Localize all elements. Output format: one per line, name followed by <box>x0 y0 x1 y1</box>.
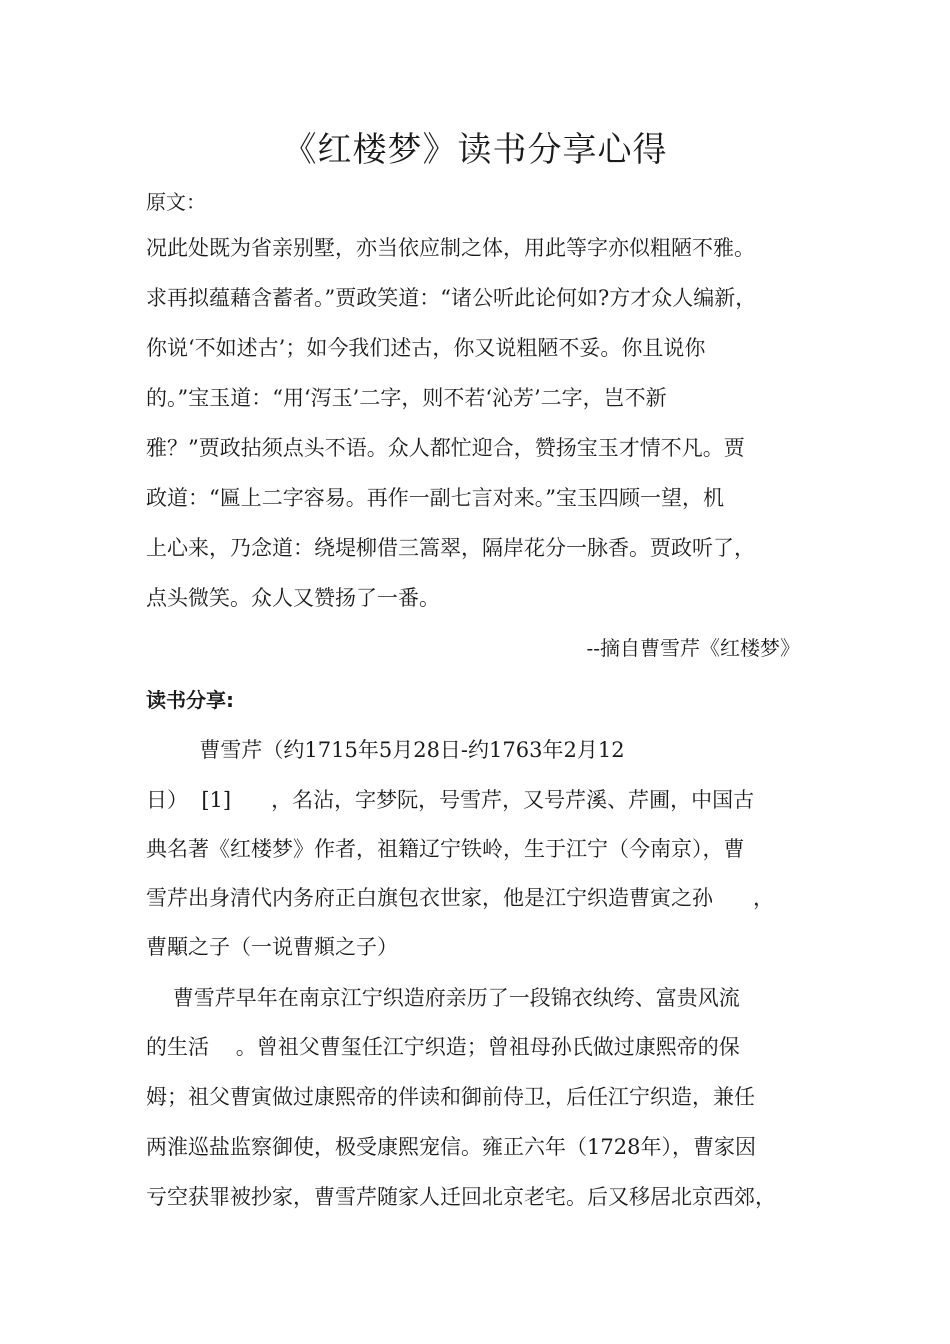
original-line: 政道：“匾上二字容易。再作一副七言对来。”宝玉四顾一望，机 <box>146 486 724 510</box>
original-line: 雅？”贾政拈须点头不语。众人都忙迎合，赞扬宝玉才情不凡。贾 <box>146 436 745 460</box>
original-line: 点头微笑。众人又赞扬了一番。 <box>146 586 440 610</box>
source-citation: --摘自曹雪芹《红楼梦》 <box>586 636 800 660</box>
original-line: 上心来，乃念道：绕堤柳借三篙翠，隔岸花分一脉香。贾政听了， <box>146 536 755 560</box>
share-line: 典名著《红楼梦》作者，祖籍辽宁铁岭，生于江宁（今南京），曹 <box>146 837 745 861</box>
page-title: 《红楼梦》读书分享心得 <box>282 130 668 170</box>
share-line: 曹顒之子（一说曹頫之子） <box>146 935 398 959</box>
original-label: 原文： <box>146 190 206 214</box>
original-line: 你说‘不如述古’；如今我们述古，你又说粗陋不妥。你且说你 <box>146 336 706 360</box>
paragraph-line: 姆；祖父曹寅做过康熙帝的伴读和御前侍卫，后任江宁织造，兼任 <box>146 1085 755 1109</box>
share-label: 读书分享: <box>146 688 234 712</box>
paragraph-line: 亏空获罪被抄家，曹雪芹随家人迁回北京老宅。后又移居北京西郊， <box>146 1185 776 1209</box>
paragraph-line: 两淮巡盐监察御使，极受康熙宠信。雍正六年（1728年），曹家因 <box>146 1135 756 1159</box>
original-line: 求再拟蕴藉含蓄者。”贾政笑道：“诸公听此论何如?方才众人编新， <box>146 286 757 310</box>
share-line: 日） [1] ，名沾，字梦阮，号雪芹，又号芹溪、芹圃，中国古 <box>146 788 755 812</box>
share-line: 曹雪芹（约1715年5月28日-约1763年2月12 <box>146 738 625 762</box>
original-line: 况此处既为省亲别墅，亦当依应制之体，用此等字亦似粗陋不雅。 <box>146 236 755 260</box>
paragraph-line: 的生活 。曾祖父曹玺任江宁织造；曾祖母孙氏做过康熙帝的保 <box>146 1035 740 1059</box>
paragraph-line: 曹雪芹早年在南京江宁织造府亲历了一段锦衣纨绔、富贵风流 <box>146 986 740 1010</box>
original-line: 的。”宝玉道：“用‘泻玉’二字，则不若‘沁芳’二字，岂不新 <box>146 386 667 410</box>
share-line: 雪芹出身清代内务府正白旗包衣世家，他是江宁织造曹寅之孙 ， <box>146 886 775 910</box>
